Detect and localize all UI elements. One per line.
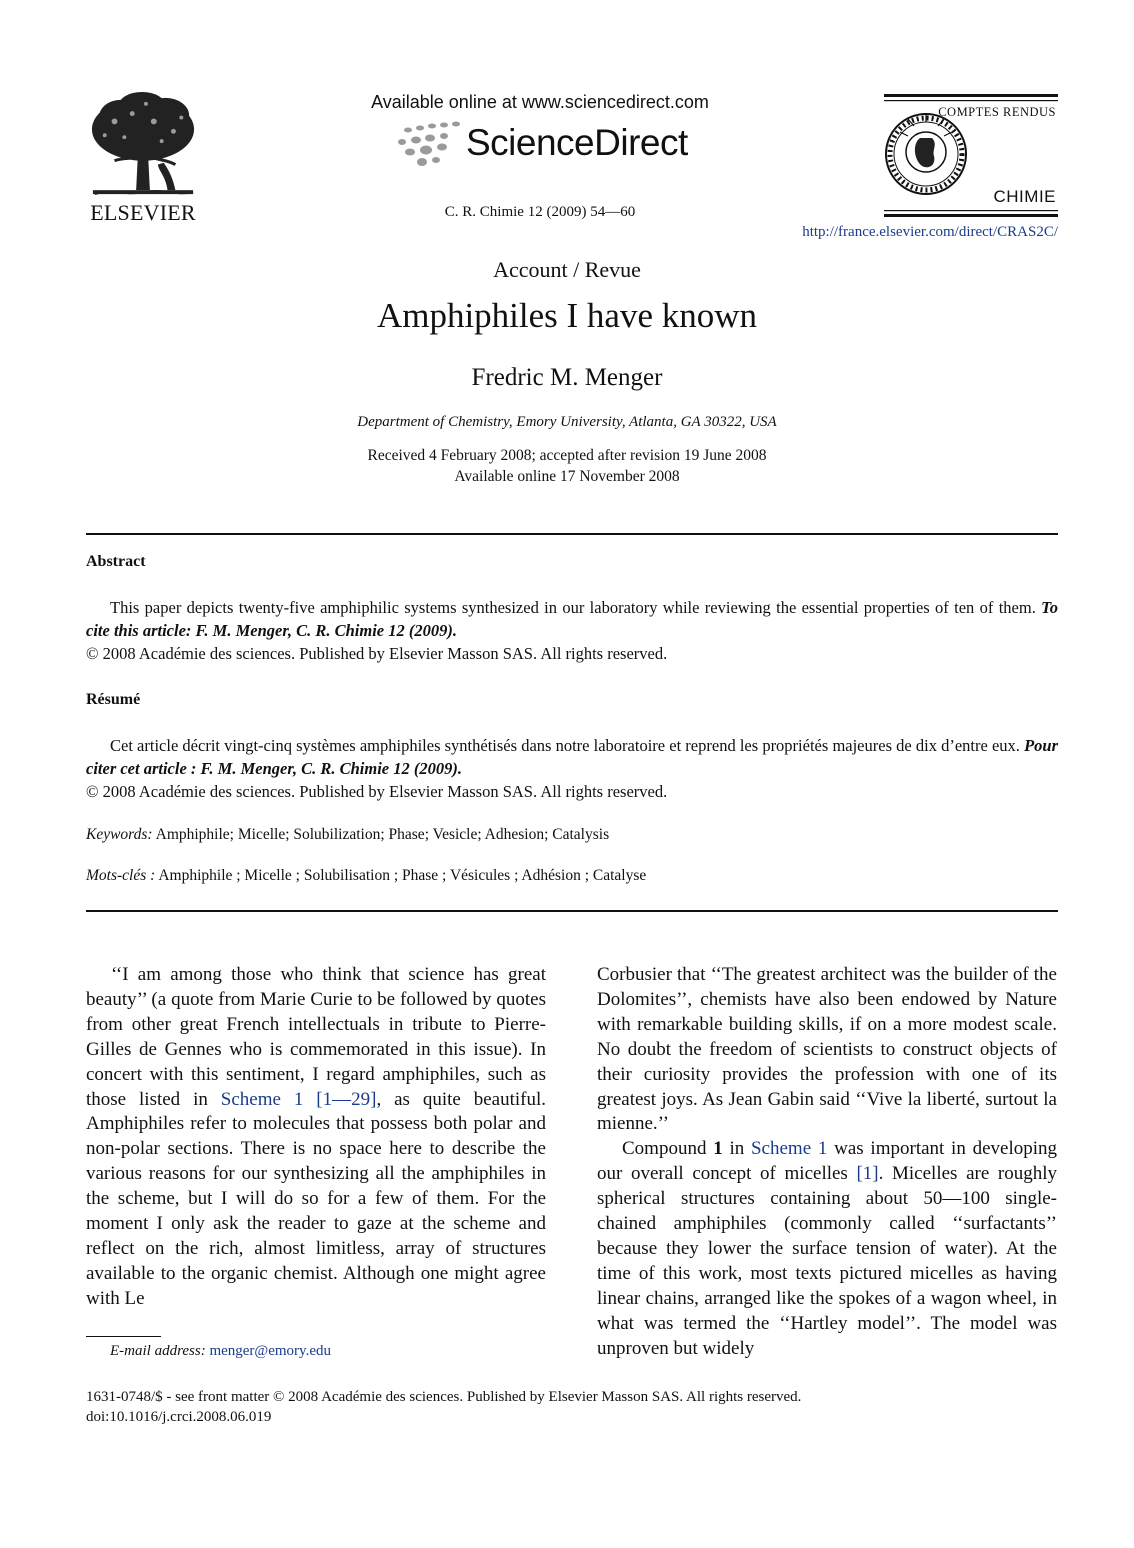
body-column-left: [86, 963, 546, 1312]
mots-cles: [86, 867, 646, 885]
footnote-divider: [86, 1336, 161, 1337]
mots-cles-list: Amphiphile ; Micelle ; Solubilisation ; Phase ; Vésicules ; Adhésion ; Catalyse: [158, 867, 647, 884]
refs-1-29-link[interactable]: [1—29]: [316, 1088, 377, 1110]
doi-line[interactable]: doi:10.1016/j.crci.2008.06.019: [86, 1409, 272, 1425]
abstract-text: [86, 597, 1058, 642]
publisher-name: ELSEVIER: [90, 200, 196, 225]
sciencedirect-wordmark: ScienceDirect: [466, 122, 688, 163]
resume-cite: Pour citer cet article : F. M. Menger, C. R. Chimie 12 (2009).: [86, 736, 1059, 778]
abstract-cite: To cite this article: F. M. Menger, C. R. Chimie 12 (2009).: [86, 598, 1058, 640]
elsevier-tree-logo: [84, 92, 202, 200]
abstract-bottom-divider: [86, 910, 1058, 912]
resume-text: [86, 735, 1058, 780]
available-online-date: Available online 17 November 2008: [454, 468, 680, 485]
footnote: [110, 1343, 331, 1360]
ref-1-link[interactable]: [1]: [856, 1163, 879, 1185]
comptes-rendus-chimie-logo: [884, 94, 1058, 220]
body-text: ‘‘I am among those who think that science has great beauty’’ (a quote from Marie Curie to be followed by quotes from other great French intellectuals in tribute to Pierre-Gilles de Gennes who is commemorated in this issue). In concert with this sentiment, I regard amphiphiles, such as those listed in: [86, 964, 546, 1110]
abstract-copyright: © 2008 Académie des sciences. Published by Elsevier Masson SAS. All rights reserved.: [86, 644, 668, 663]
sciencedirect-dots-icon: [396, 120, 466, 170]
keywords-list: Amphiphile; Micelle; Solubilization; Phase; Vesicle; Adhesion; Catalysis: [155, 826, 610, 843]
compound-number: 1: [713, 1138, 723, 1160]
body-text: . Micelles are roughly spherical structures containing about 50—100 single-chained amphiphiles (commonly called ‘‘surfactants’’ because they lower the surface tension of water). At the time of this work, most texts pictured micelles as having linear chains, arranged like the spokes of a wagon wheel, in what was termed the ‘‘Hartley model’’. The model was unproven but widely: [597, 1163, 1057, 1359]
scheme-1-link[interactable]: Scheme 1: [750, 1138, 828, 1160]
journal-bottom-label: CHIMIE: [993, 187, 1056, 206]
journal-top-label: COMPTES RENDUS: [938, 105, 1056, 119]
keywords-label: Keywords:: [86, 826, 153, 843]
academy-seal-icon: [886, 114, 966, 194]
body-text: was important in developing our overall concept of micelles: [597, 1138, 1058, 1185]
body-paragraph: Corbusier that ‘‘The greatest architect was the builder of the Dolomites’’, chemists have also been endowed by Nature with remarkable building skills, if on a more modest scale. No doubt the freedom of scientists to construct objects of their curiosity provides the profession with one of its greatest joys. As Jean Gabin said ‘‘Vive la liberté, surtout la mienne.’’: [597, 964, 1057, 1135]
journal-url-link[interactable]: http://france.elsevier.com/direct/CRAS2C/: [802, 224, 1058, 240]
email-label: E-mail address:: [110, 1343, 206, 1359]
sciencedirect-logo[interactable]: [396, 120, 696, 170]
article-title: Amphiphiles I have known: [376, 296, 758, 335]
body-text: in: [729, 1138, 745, 1160]
author-affiliation: Department of Chemistry, Emory University, Atlanta, GA 30322, USA: [357, 414, 777, 430]
article-author: Fredric M. Menger: [471, 364, 663, 391]
abstract-top-divider: [86, 533, 1058, 535]
body-column-right: [597, 963, 1057, 1362]
received-dates: Received 4 February 2008; accepted after revision 19 June 2008: [367, 447, 767, 464]
front-matter-line: 1631-0748/$ - see front matter © 2008 Académie des sciences. Published by Elsevier Masson SAS. All rights reserved.: [86, 1389, 802, 1405]
resume-body: Cet article décrit vingt-cinq systèmes amphiphiles synthétisés dans notre laboratoire et reprend les propriétés majeures de dix d’entre eux.: [110, 736, 1020, 755]
available-online-text[interactable]: Available online at www.sciencedirect.com: [371, 92, 709, 112]
abstract-body: This paper depicts twenty-five amphiphilic systems synthesized in our laboratory while reviewing the essential properties of ten of them.: [110, 598, 1036, 617]
keywords: [86, 826, 609, 844]
body-paragraph: [86, 963, 546, 1312]
author-email-link[interactable]: menger@emory.edu: [209, 1343, 331, 1359]
resume-copyright: © 2008 Académie des sciences. Published by Elsevier Masson SAS. All rights reserved.: [86, 782, 668, 801]
mots-cles-label: Mots-clés :: [86, 867, 156, 884]
journal-citation: C. R. Chimie 12 (2009) 54—60: [444, 204, 636, 220]
body-text: Compound: [622, 1138, 707, 1160]
body-paragraph: [597, 1137, 1057, 1361]
abstract-heading: Abstract: [86, 553, 146, 570]
body-text: , as quite beautiful. Amphiphiles refer to molecules that possess both polar and non-polar sections. There is no space here to describe the various reasons for our synthesizing all the amphiphiles in the scheme, but I will do so for a few of them. For the moment I only ask the reader to gaze at the scheme and reflect on the rich, almost limitless, array of structures available to the organic chemist. Although one might agree with Le: [86, 1088, 547, 1309]
article-type: Account / Revue: [493, 257, 641, 282]
resume-heading: Résumé: [86, 691, 141, 708]
scheme-1-link[interactable]: Scheme 1: [220, 1088, 304, 1110]
